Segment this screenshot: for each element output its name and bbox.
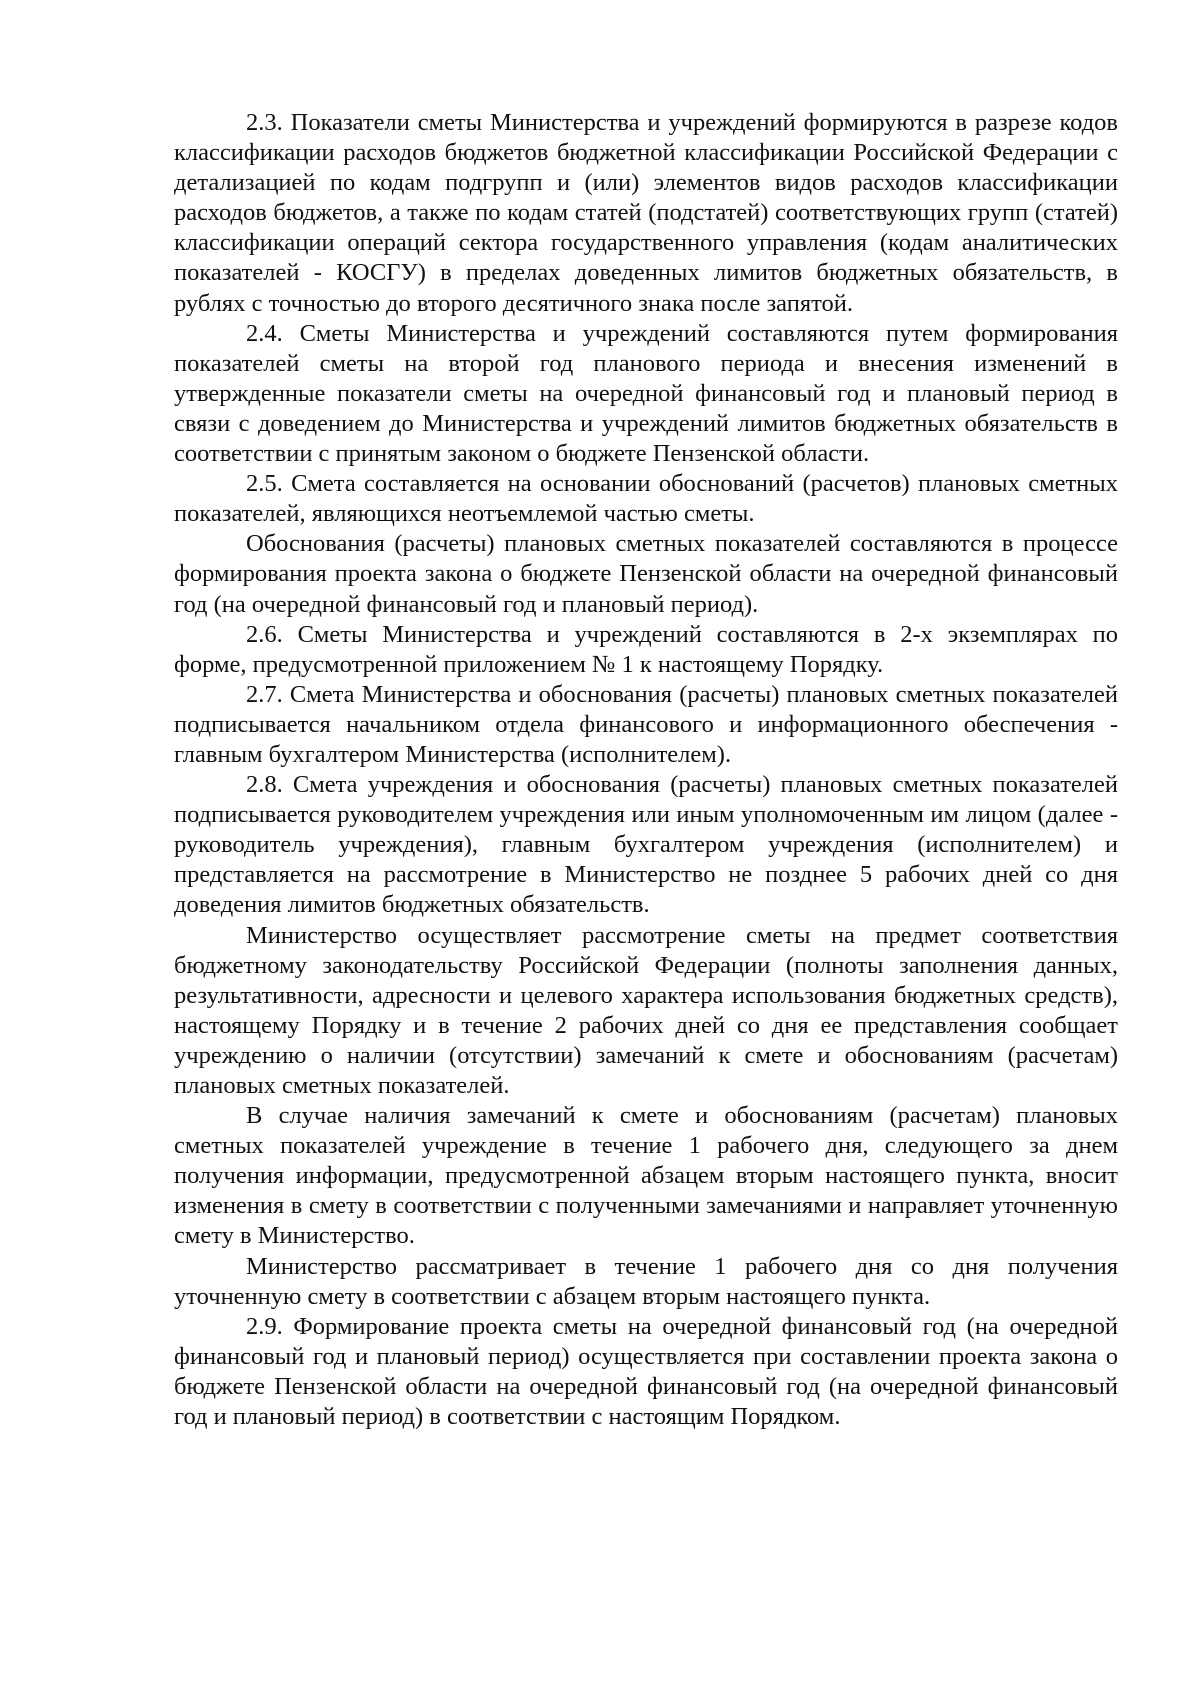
paragraph-2-5: 2.5. Смета составляется на основании обоснований (расчетов) плановых сметных показателей, являющихся неотъемлемой частью сметы. (174, 470, 1118, 528)
paragraph-2-8-remarks: В случае наличия замечаний к смете и обоснованиям (расчетам) плановых сметных показателей учреждение в течение 1 рабочего дня, следующего за днем получения информации, предусмотренной абзацем вторым настоящего пункта, вносит изменения в смету в соответствии с полученными замечаниями и направляет уточненную смету в Министерство. (174, 1102, 1118, 1250)
paragraph-2-8-review: Министерство осуществляет рассмотрение сметы на предмет соответствия бюджетному законодательству Российской Федерации (полноты заполнения данных, результативности, адресности и целевого характера использования бюджетных средств), настоящему Порядку и в течение 2 рабочих дней со дня ее представления сообщает учреждению о наличии (отсутствии) замечаний к смете и обоснованиям (расчетам) плановых сметных показателей. (174, 921, 1118, 1099)
paragraph-2-6: 2.6. Сметы Министерства и учреждений составляются в 2-х экземплярах по форме, предусмотренной приложением № 1 к настоящему Порядку. (174, 620, 1118, 678)
paragraph-2-8-resubmission: Министерство рассматривает в течение 1 рабочего дня со дня получения уточненную смету в соответствии с абзацем вторым настоящего пункта. (174, 1252, 1118, 1310)
paragraph-2-9: 2.9. Формирование проекта сметы на очередной финансовый год (на очередной финансовый год и плановый период) осуществляется при составлении проекта закона о бюджете Пензенской области на очередной финансовый год (на очередной финансовый год и плановый период) в соответствии с настоящим Порядком. (174, 1312, 1118, 1431)
paragraph-2-3: 2.3. Показатели сметы Министерства и учреждений формируются в разрезе кодов классификации расходов бюджетов бюджетной классификации Российской Федерации с детализацией по кодам подгрупп и (или) элементов видов расходов классификации расходов бюджетов, а также по кодам статей (подстатей) соответствующих групп (статей) классификации операций сектора государственного управления (кодам аналитических показателей - КОСГУ) в пределах доведенных лимитов бюджетных обязательств, в рублях с точностью до второго десятичного знака после запятой. (174, 109, 1118, 317)
document-page (174, 108, 1118, 1432)
paragraph-2-4: 2.4. Сметы Министерства и учреждений составляются путем формирования показателей сметы на второй год планового периода и внесения изменений в утвержденные показатели сметы на очередной финансовый год и плановый период в связи с доведением до Министерства и учреждений лимитов бюджетных обязательств в соответствии с принятым законом о бюджете Пензенской области. (174, 319, 1118, 468)
paragraph-2-8: 2.8. Смета учреждения и обоснования (расчеты) плановых сметных показателей подписывается руководителем учреждения или иным уполномоченным им лицом (далее - руководитель учреждения), главным бухгалтером учреждения (исполнителем) и представляется на рассмотрение в Министерство не позднее 5 рабочих дней со дня доведения лимитов бюджетных обязательств. (174, 771, 1118, 919)
paragraph-2-5-justification: Обоснования (расчеты) плановых сметных показателей составляются в процессе формирования проекта закона о бюджете Пензенской области на очередной финансовый год (на очередной финансовый год и плановый период). (174, 530, 1118, 618)
paragraph-2-7: 2.7. Смета Министерства и обоснования (расчеты) плановых сметных показателей подписывается начальником отдела финансового и информационного обеспечения - главным бухгалтером Министерства (исполнителем). (174, 680, 1118, 768)
